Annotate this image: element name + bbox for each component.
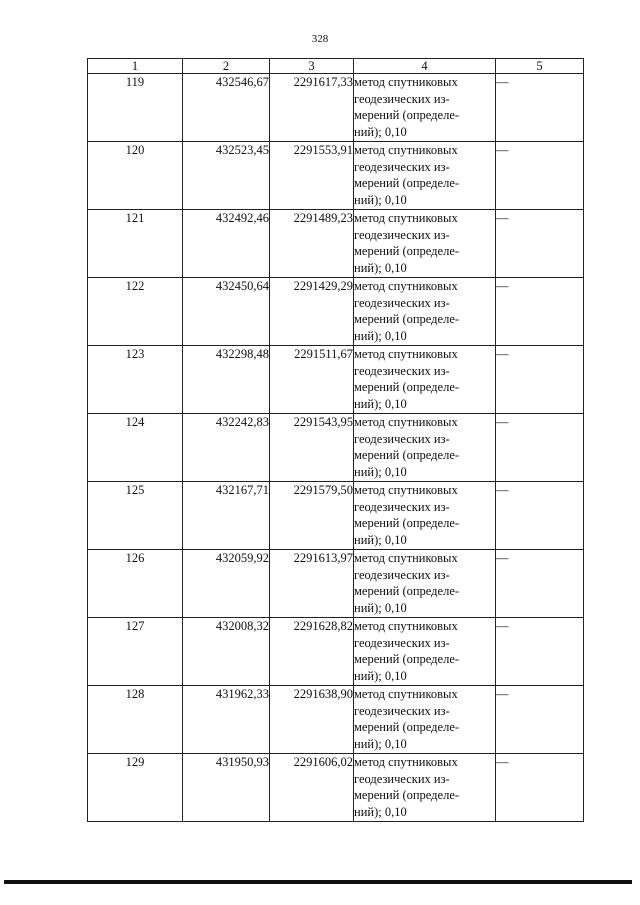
method-cell [354, 210, 496, 278]
accuracy-cell: — [496, 618, 584, 686]
method-cell [354, 550, 496, 618]
method-line: ний); 0,10 [354, 532, 407, 547]
method-line: мерений (определе- [354, 312, 460, 326]
accuracy-cell: — [496, 550, 584, 618]
method-line: геодезических из- [354, 159, 450, 174]
bottom-rule [4, 880, 632, 884]
method-line: ний); 0,10 [354, 260, 407, 275]
method-cell [354, 142, 496, 210]
method-line: метод спутниковых [354, 551, 458, 565]
x-coordinate-cell: 432298,48 [183, 346, 270, 414]
y-coordinate-cell: 2291511,67 [270, 346, 354, 414]
table-row [88, 414, 584, 482]
method-cell [354, 278, 496, 346]
x-coordinate-cell: 432167,71 [183, 482, 270, 550]
table-row [88, 550, 584, 618]
method-line: геодезических из- [354, 227, 450, 242]
accuracy-cell: — [496, 278, 584, 346]
method-line: метод спутниковых [354, 687, 458, 701]
x-coordinate-cell: 432242,83 [183, 414, 270, 482]
y-coordinate-cell: 2291617,33 [270, 74, 354, 142]
method-line: мерений (определе- [354, 788, 460, 802]
method-cell [354, 618, 496, 686]
x-coordinate-cell: 431950,93 [183, 754, 270, 822]
point-number-cell: 125 [88, 482, 183, 550]
table-row [88, 754, 584, 822]
table-row [88, 482, 584, 550]
x-coordinate-cell: 431962,33 [183, 686, 270, 754]
method-line: мерений (определе- [354, 244, 460, 258]
point-number-cell: 127 [88, 618, 183, 686]
x-coordinate-cell: 432008,32 [183, 618, 270, 686]
method-line: ний); 0,10 [354, 804, 407, 819]
method-line: ний); 0,10 [354, 396, 407, 411]
point-number-cell: 126 [88, 550, 183, 618]
point-number-cell: 122 [88, 278, 183, 346]
method-line: ний); 0,10 [354, 668, 407, 683]
method-line: метод спутниковых [354, 755, 458, 769]
method-line: ний); 0,10 [354, 124, 407, 139]
method-line: ний); 0,10 [354, 600, 407, 615]
method-line: метод спутниковых [354, 483, 458, 497]
method-line: ний); 0,10 [354, 736, 407, 751]
coordinates-table [87, 58, 584, 822]
point-number-cell: 124 [88, 414, 183, 482]
point-number-cell: 123 [88, 346, 183, 414]
y-coordinate-cell: 2291628,82 [270, 618, 354, 686]
method-line: мерений (определе- [354, 652, 460, 666]
method-line: геодезических из- [354, 771, 450, 786]
y-coordinate-cell: 2291613,97 [270, 550, 354, 618]
table-body [88, 74, 584, 822]
method-line: мерений (определе- [354, 108, 460, 122]
method-line: мерений (определе- [354, 584, 460, 598]
method-line: мерений (определе- [354, 380, 460, 394]
method-line: метод спутниковых [354, 619, 458, 633]
method-cell [354, 74, 496, 142]
point-number-cell: 121 [88, 210, 183, 278]
accuracy-cell: — [496, 142, 584, 210]
y-coordinate-cell: 2291638,90 [270, 686, 354, 754]
method-cell [354, 686, 496, 754]
table-row [88, 618, 584, 686]
x-coordinate-cell: 432450,64 [183, 278, 270, 346]
method-cell [354, 414, 496, 482]
point-number-cell: 128 [88, 686, 183, 754]
method-line: мерений (определе- [354, 516, 460, 530]
method-line: геодезических из- [354, 499, 450, 514]
method-line: метод спутниковых [354, 211, 458, 225]
method-line: метод спутниковых [354, 415, 458, 429]
y-coordinate-cell: 2291489,23 [270, 210, 354, 278]
method-line: мерений (определе- [354, 448, 460, 462]
point-number-cell: 119 [88, 74, 183, 142]
column-header-5: 5 [496, 59, 584, 74]
x-coordinate-cell: 432059,92 [183, 550, 270, 618]
y-coordinate-cell: 2291543,95 [270, 414, 354, 482]
x-coordinate-cell: 432523,45 [183, 142, 270, 210]
method-line: геодезических из- [354, 363, 450, 378]
accuracy-cell: — [496, 74, 584, 142]
table-row [88, 686, 584, 754]
x-coordinate-cell: 432492,46 [183, 210, 270, 278]
method-line: геодезических из- [354, 431, 450, 446]
table-row [88, 210, 584, 278]
accuracy-cell: — [496, 754, 584, 822]
y-coordinate-cell: 2291606,02 [270, 754, 354, 822]
method-line: метод спутниковых [354, 347, 458, 361]
method-line: метод спутниковых [354, 279, 458, 293]
method-line: геодезических из- [354, 635, 450, 650]
point-number-cell: 120 [88, 142, 183, 210]
table-row [88, 74, 584, 142]
table-row [88, 142, 584, 210]
y-coordinate-cell: 2291429,29 [270, 278, 354, 346]
method-line: ний); 0,10 [354, 192, 407, 207]
method-line: геодезических из- [354, 703, 450, 718]
method-cell [354, 346, 496, 414]
table-header-row [88, 59, 584, 74]
point-number-cell: 129 [88, 754, 183, 822]
column-header-4: 4 [354, 59, 496, 74]
accuracy-cell: — [496, 210, 584, 278]
y-coordinate-cell: 2291553,91 [270, 142, 354, 210]
method-line: метод спутниковых [354, 75, 458, 89]
accuracy-cell: — [496, 686, 584, 754]
method-line: мерений (определе- [354, 720, 460, 734]
table-row [88, 278, 584, 346]
page-number: 328 [311, 33, 329, 45]
method-line: ний); 0,10 [354, 328, 407, 343]
method-cell [354, 754, 496, 822]
column-header-1: 1 [88, 59, 183, 74]
column-header-3: 3 [270, 59, 354, 74]
accuracy-cell: — [496, 482, 584, 550]
method-line: ний); 0,10 [354, 464, 407, 479]
y-coordinate-cell: 2291579,50 [270, 482, 354, 550]
method-line: метод спутниковых [354, 143, 458, 157]
accuracy-cell: — [496, 414, 584, 482]
method-line: геодезических из- [354, 567, 450, 582]
method-line: геодезических из- [354, 295, 450, 310]
table-row [88, 346, 584, 414]
accuracy-cell: — [496, 346, 584, 414]
method-line: геодезических из- [354, 91, 450, 106]
x-coordinate-cell: 432546,67 [183, 74, 270, 142]
method-cell [354, 482, 496, 550]
method-line: мерений (определе- [354, 176, 460, 190]
column-header-2: 2 [183, 59, 270, 74]
